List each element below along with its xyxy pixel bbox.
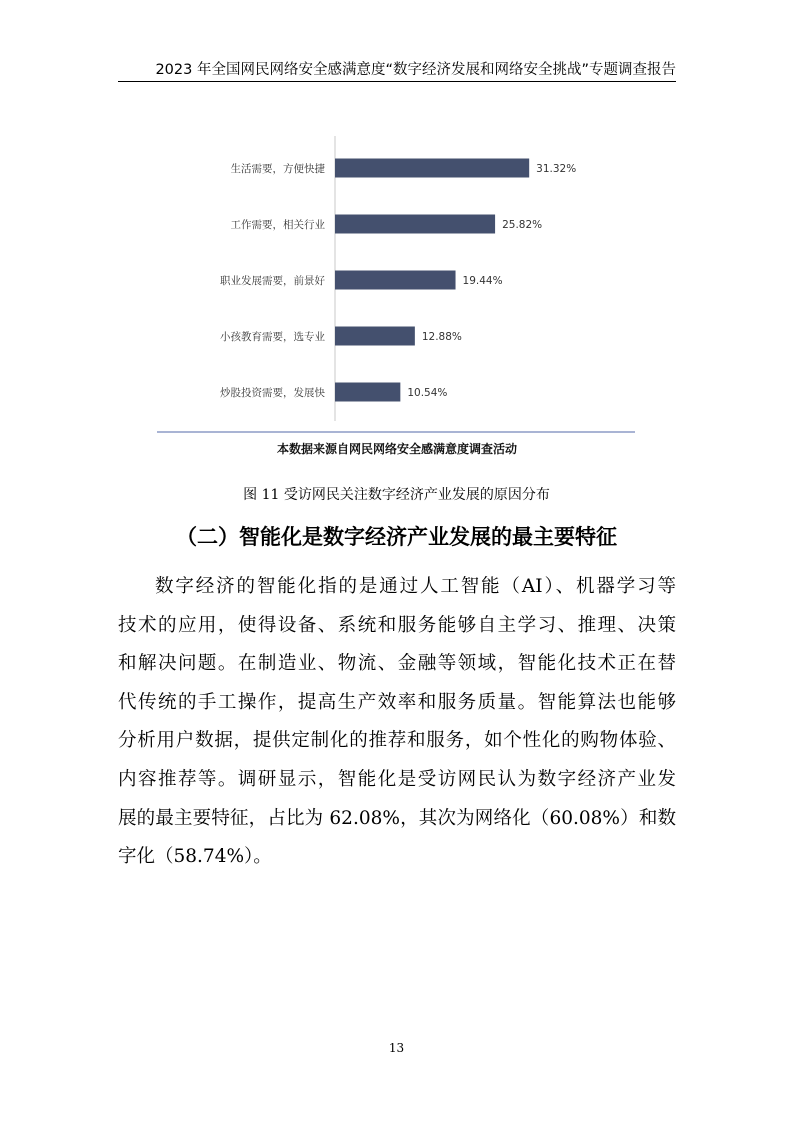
bar bbox=[335, 271, 456, 290]
bar bbox=[335, 159, 529, 178]
bar-chart bbox=[155, 128, 640, 458]
category-tick-label: 炒股投资需要，发展快 bbox=[220, 387, 325, 399]
paragraph-line: 技术的应用，使得设备、系统和服务能够自主学习、推理、决策 bbox=[118, 614, 676, 636]
chart-source-note: 本数据来源自网民网络安全感满意度调查活动 bbox=[276, 442, 518, 456]
paragraph-line: 代传统的手工操作，提高生产效率和服务质量。智能算法也能够 bbox=[118, 691, 676, 713]
bar-value-label: 10.54% bbox=[407, 387, 448, 399]
bar-value-label: 19.44% bbox=[462, 275, 503, 287]
bar bbox=[335, 327, 415, 346]
bar-value-label: 31.32% bbox=[536, 163, 577, 175]
bar-chart-svg bbox=[155, 128, 640, 458]
paragraph-line: 分析用户数据，提供定制化的推荐和服务，如个性化的购物体验、 bbox=[118, 730, 676, 752]
figure-caption: 图 11 受访网民关注数字经济产业发展的原因分布 bbox=[243, 487, 550, 503]
body-paragraph bbox=[118, 568, 676, 877]
paragraph-line: 内容推荐等。调研显示，智能化是受访网民认为数字经济产业发 bbox=[118, 768, 676, 790]
category-tick-label: 小孩教育需要，选专业 bbox=[220, 331, 325, 343]
paragraph-line: 数字经济的智能化指的是通过人工智能（AI）、机器学习等 bbox=[155, 576, 676, 597]
bar-series bbox=[220, 159, 576, 402]
page-number: 13 bbox=[388, 1041, 405, 1055]
paragraph-line: 和解决问题。在制造业、物流、金融等领域，智能化技术正在替 bbox=[118, 653, 676, 675]
section-heading: （二）智能化是数字经济产业发展的最主要特征 bbox=[176, 525, 617, 549]
category-tick-label: 生活需要，方便快捷 bbox=[230, 163, 325, 175]
bar bbox=[335, 383, 400, 402]
bar-value-label: 12.88% bbox=[421, 331, 462, 343]
running-header: 2023 年全国网民网络安全感满意度“数字经济发展和网络安全挑战”专题调查报告 bbox=[155, 62, 676, 78]
paragraph-line: 展的最主要特征，占比为 62.08%，其次为网络化（60.08%）和数 bbox=[118, 807, 676, 829]
bar bbox=[335, 215, 495, 234]
paragraph-line: 字化（58.74%）。 bbox=[118, 846, 272, 868]
category-tick-label: 工作需要，相关行业 bbox=[230, 219, 325, 231]
header-rule bbox=[118, 81, 676, 82]
category-tick-label: 职业发展需要，前景好 bbox=[220, 275, 325, 287]
bar-value-label: 25.82% bbox=[502, 219, 543, 231]
